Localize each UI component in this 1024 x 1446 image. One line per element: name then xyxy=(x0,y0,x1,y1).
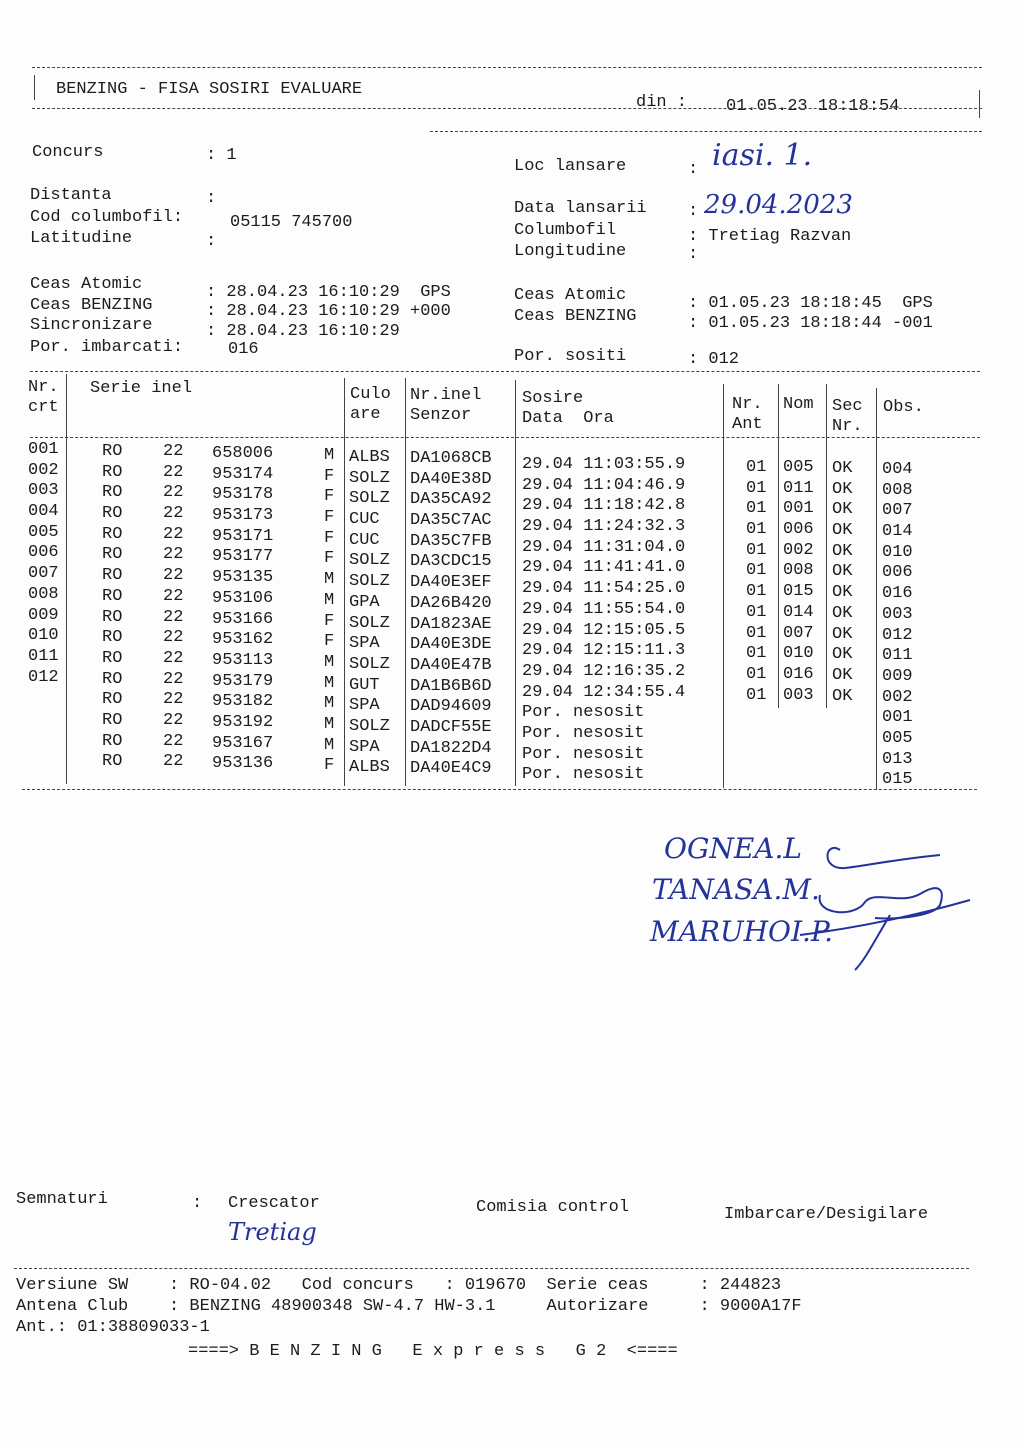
cell-nr: 008 xyxy=(28,584,59,604)
cell-ring: 953166 xyxy=(212,609,274,629)
cell-obs: 012 xyxy=(882,625,913,645)
cell-year: 22 xyxy=(163,586,184,606)
cell-year: 22 xyxy=(163,648,184,668)
cell-color: SOLZ xyxy=(349,468,390,488)
cell-country: RO xyxy=(102,462,123,482)
cell-ant: 01 xyxy=(746,644,767,664)
cell-country: RO xyxy=(102,731,123,751)
cell-ring: 953106 xyxy=(212,588,274,608)
cell-ant xyxy=(746,727,766,748)
cell-sex: M xyxy=(324,570,335,590)
cell-sensor: DA35C7AC xyxy=(410,511,492,531)
versiune-line: Versiune SW : RO-04.02 Cod concurs : 019670 Serie ceas : 244823 xyxy=(16,1276,782,1295)
cell-country: RO xyxy=(102,607,123,627)
cell-sex: F xyxy=(324,549,335,569)
cell-nom: 006 xyxy=(783,520,814,540)
loc-lansare-value: iasi. 1. xyxy=(712,138,813,173)
cell-ant: 01 xyxy=(746,458,767,477)
cell-nom: 011 xyxy=(783,478,814,498)
cell-sec: OK xyxy=(832,624,853,644)
cell-sensor: DA40E3EF xyxy=(410,573,492,593)
cell-country: RO xyxy=(102,504,123,524)
distanta-value: : xyxy=(206,189,217,208)
cell-sec xyxy=(832,707,852,728)
cell-arrival: 29.04 11:31:04.0 xyxy=(522,537,686,557)
cell-sex: F xyxy=(324,466,335,486)
cell-sex: F xyxy=(324,487,335,507)
cell-nom xyxy=(783,727,814,748)
cell-year: 22 xyxy=(163,545,184,565)
cell-ant: 01 xyxy=(746,602,767,622)
cell-ring: 953113 xyxy=(212,650,274,670)
cell-ant: 01 xyxy=(746,664,767,684)
cell-nr: 003 xyxy=(28,481,59,501)
cell-year: 22 xyxy=(163,669,184,689)
cell-sensor: DA26B420 xyxy=(410,593,492,613)
semnaturi-sep: : xyxy=(192,1194,203,1213)
cell-sec: OK xyxy=(832,665,853,685)
cell-color: SPA xyxy=(349,634,380,654)
cell-sensor: DADCF55E xyxy=(410,717,492,737)
cell-sec: OK xyxy=(832,686,853,706)
crescator-label: Crescator xyxy=(228,1194,320,1213)
cell-country: RO xyxy=(102,524,123,544)
cell-color: SOLZ xyxy=(349,489,390,509)
cell-nom: 016 xyxy=(783,664,814,684)
cell-nom: 010 xyxy=(783,644,814,664)
cell-country: RO xyxy=(102,690,123,710)
cell-nr: 005 xyxy=(28,522,59,542)
cell-obs: 005 xyxy=(882,728,913,748)
cell-nom xyxy=(783,706,814,727)
cell-color: CUC xyxy=(349,510,380,530)
brand-line: ====> B E N Z I N G E x p r e s s G 2 <==== xyxy=(188,1342,678,1361)
cell-arrival: 29.04 11:55:54.0 xyxy=(522,599,686,619)
din-value: 01.05.23 18:18:54 xyxy=(726,97,900,116)
cell-color: ALBS xyxy=(349,448,390,467)
cell-color: SPA xyxy=(349,696,380,716)
table-header-rule xyxy=(30,437,980,438)
cell-sensor: DA1823AE xyxy=(410,614,492,634)
cell-nom xyxy=(783,768,814,789)
cell-ant: 01 xyxy=(746,520,767,540)
cell-ring: 953167 xyxy=(212,733,274,753)
header-left-border xyxy=(34,75,35,100)
cell-year: 22 xyxy=(163,483,184,503)
latitudine-value: : xyxy=(206,232,217,251)
cell-arrival: 29.04 12:16:35.2 xyxy=(522,661,686,681)
comisia-control-label: Comisia control xyxy=(476,1198,630,1217)
col-divider xyxy=(405,378,406,786)
col-ring xyxy=(212,444,273,775)
cell-sex: M xyxy=(324,673,335,693)
cell-nom: 001 xyxy=(783,499,814,519)
ceas-atomic-end-value: : 01.05.23 18:18:45 GPS xyxy=(688,294,933,313)
concurs-label: Concurs xyxy=(32,143,104,162)
col-divider xyxy=(778,384,779,708)
cell-nr xyxy=(28,709,59,730)
cell-ring: 953174 xyxy=(212,464,274,484)
cell-color: SPA xyxy=(349,737,380,757)
latitudine-label: Latitudine xyxy=(30,229,133,248)
cell-sec xyxy=(832,769,852,790)
cell-year: 22 xyxy=(163,710,184,730)
cell-sensor: DA3CDC15 xyxy=(410,552,492,572)
cell-ring: 953177 xyxy=(212,547,274,567)
cell-country: RO xyxy=(102,752,123,772)
semnaturi-label: Semnaturi xyxy=(16,1190,108,1209)
table-top-rule xyxy=(30,371,980,372)
report-title: BENZING - FISA SOSIRI EVALUARE xyxy=(56,80,363,99)
col-obs xyxy=(882,460,913,791)
cell-sec: OK xyxy=(832,645,853,665)
distanta-label: Distanta xyxy=(30,186,112,205)
cell-sex: M xyxy=(324,590,335,610)
cell-year: 22 xyxy=(163,690,184,710)
cell-country: RO xyxy=(102,586,123,606)
col-header-nr-ant: Nr. Ant xyxy=(732,395,763,434)
cell-sensor: DA40E3DE xyxy=(410,635,492,655)
cell-nom: 014 xyxy=(783,602,814,622)
cell-nr: 007 xyxy=(28,564,59,584)
col-nr-crt xyxy=(28,440,59,771)
cell-obs: 006 xyxy=(882,563,913,583)
ceas-benzing-start-value: : 28.04.23 16:10:29 +000 xyxy=(206,302,451,321)
cell-arrival: Por. nesosit xyxy=(522,765,645,785)
cell-country: RO xyxy=(102,710,123,730)
cod-columbofil-label: Cod columbofil: xyxy=(30,208,184,227)
col-senzor xyxy=(410,449,492,780)
col-divider xyxy=(515,380,516,786)
longitudine-value: : xyxy=(688,245,699,264)
col-header-sec: Sec Nr. xyxy=(832,397,863,436)
cell-sex: F xyxy=(324,756,335,776)
cell-year: 22 xyxy=(163,566,184,586)
cell-sex: M xyxy=(324,652,335,672)
cell-sex: M xyxy=(324,446,335,465)
cell-obs: 002 xyxy=(882,687,913,707)
cell-arrival: 29.04 11:03:55.9 xyxy=(522,455,686,474)
cell-nr xyxy=(28,688,59,709)
sincronizare-label: Sincronizare xyxy=(30,316,153,335)
cell-sex: M xyxy=(324,714,335,734)
cell-sensor: DA1068CB xyxy=(410,449,492,468)
cell-sec: OK xyxy=(832,583,853,603)
cell-nr: 010 xyxy=(28,626,59,646)
cell-nom: 015 xyxy=(783,582,814,602)
cell-sec xyxy=(832,728,852,749)
cell-nr: 009 xyxy=(28,605,59,625)
cod-columbofil-value: 05115 745700 xyxy=(230,213,353,232)
cell-ant: 01 xyxy=(746,540,767,560)
cell-ring: 953173 xyxy=(212,506,274,526)
col-divider xyxy=(723,384,724,788)
por-imbarcati-label: Por. imbarcati: xyxy=(30,338,184,357)
cell-nr: 004 xyxy=(28,502,59,522)
cell-year: 22 xyxy=(163,462,184,482)
col-header-culoare: Culo are xyxy=(350,385,391,424)
cell-arrival: 29.04 11:04:46.9 xyxy=(522,475,686,495)
cell-nr: 012 xyxy=(28,667,59,687)
cell-arrival: 29.04 11:18:42.8 xyxy=(522,496,686,516)
cell-country: RO xyxy=(102,483,123,503)
cell-year: 22 xyxy=(163,442,184,461)
cell-color: CUC xyxy=(349,530,380,550)
data-lansarii-value: 29.04.2023 xyxy=(704,190,853,220)
col-header-nr-crt: Nr. crt xyxy=(28,378,59,417)
cell-arrival: 29.04 11:41:41.0 xyxy=(522,558,686,578)
col-nom xyxy=(783,458,814,789)
cell-obs: 007 xyxy=(882,501,913,521)
cell-obs: 011 xyxy=(882,646,913,666)
cell-sex: F xyxy=(324,528,335,548)
ceas-benzing-start-label: Ceas BENZING xyxy=(30,296,153,315)
cell-color: SOLZ xyxy=(349,654,390,674)
col-culoare xyxy=(349,448,390,779)
cell-sex: M xyxy=(324,694,335,714)
footer-top-rule xyxy=(14,1268,969,1269)
col-header-sosire: Sosire Data Ora xyxy=(522,389,614,428)
ceas-atomic-end-label: Ceas Atomic xyxy=(514,286,627,305)
cell-sex: M xyxy=(324,735,335,755)
cell-arrival: 29.04 12:15:05.5 xyxy=(522,620,686,640)
cell-obs: 015 xyxy=(882,770,913,790)
cell-color: GPA xyxy=(349,592,380,612)
cell-nr xyxy=(28,730,59,751)
cell-nom xyxy=(783,748,814,769)
loc-lansare-label: Loc lansare xyxy=(514,157,627,176)
col-header-nom: Nom xyxy=(783,395,814,414)
cell-obs: 014 xyxy=(882,522,913,542)
cell-nom: 002 xyxy=(783,540,814,560)
cell-year: 22 xyxy=(163,752,184,772)
cell-sensor: DAD94609 xyxy=(410,697,492,717)
col-sec xyxy=(832,459,852,790)
col-header-senzor: Nr.inel Senzor xyxy=(410,386,482,425)
col-sosire xyxy=(522,455,685,786)
cell-ring: 953171 xyxy=(212,526,274,546)
col-sex xyxy=(324,446,334,777)
signature-scribble xyxy=(640,820,1000,990)
cell-color: SOLZ xyxy=(349,572,390,592)
por-sositi-label: Por. sositi xyxy=(514,347,627,366)
ceas-benzing-end-value: : 01.05.23 18:18:44 -001 xyxy=(688,314,933,333)
cell-year: 22 xyxy=(163,504,184,524)
cell-arrival: Por. nesosit xyxy=(522,723,645,743)
sincronizare-value: : 28.04.23 16:10:29 xyxy=(206,322,400,341)
col-divider xyxy=(344,378,345,786)
header-top-rule xyxy=(32,67,982,68)
cell-obs: 001 xyxy=(882,708,913,728)
commission-signature: TANASA.M. xyxy=(652,873,820,906)
cell-sex: F xyxy=(324,632,335,652)
cell-ring: 953136 xyxy=(212,754,274,774)
cell-color: SOLZ xyxy=(349,551,390,571)
cell-country: RO xyxy=(102,545,123,565)
cell-ring: 953162 xyxy=(212,630,274,650)
cell-sensor: DA35CA92 xyxy=(410,490,492,510)
cell-arrival: Por. nesosit xyxy=(522,744,645,764)
cell-sensor: DA40E4C9 xyxy=(410,759,492,779)
col-divider xyxy=(876,388,877,790)
cell-obs: 009 xyxy=(882,666,913,686)
longitudine-label: Longitudine xyxy=(514,242,627,261)
cell-country: RO xyxy=(102,669,123,689)
cell-ant xyxy=(746,706,766,727)
cell-ring: 953182 xyxy=(212,692,274,712)
cell-sensor: DA35C7FB xyxy=(410,531,492,551)
data-lansarii-sep: : xyxy=(688,202,699,221)
cell-ring: 953192 xyxy=(212,712,274,732)
ceas-benzing-end-label: Ceas BENZING xyxy=(514,307,637,326)
cell-year: 22 xyxy=(163,731,184,751)
cell-obs: 010 xyxy=(882,542,913,562)
cell-obs: 003 xyxy=(882,604,913,624)
cell-nr: 011 xyxy=(28,646,59,666)
cell-ant: 01 xyxy=(746,561,767,581)
cell-ant: 01 xyxy=(746,499,767,519)
cell-sex: F xyxy=(324,611,335,631)
columbofil-value: : Tretiag Razvan xyxy=(688,227,852,246)
cell-ant: 01 xyxy=(746,478,767,498)
cell-ant: 01 xyxy=(746,685,767,705)
ceas-atomic-start-label: Ceas Atomic xyxy=(30,275,143,294)
antena-line: Antena Club : BENZING 48900348 SW-4.7 HW-3.1 Autorizare : 9000A17F xyxy=(16,1297,802,1316)
col-year xyxy=(163,442,183,773)
cell-arrival: 29.04 11:54:25.0 xyxy=(522,579,686,599)
cell-nom: 005 xyxy=(783,458,814,477)
cell-sec: OK xyxy=(832,500,853,520)
cell-sec: OK xyxy=(832,541,853,561)
cell-ant: 01 xyxy=(746,582,767,602)
col-divider xyxy=(66,374,67,784)
cell-color: SOLZ xyxy=(349,716,390,736)
cell-sec: OK xyxy=(832,459,853,478)
columbofil-label: Columbofil xyxy=(514,221,617,240)
col-nr-ant xyxy=(746,458,766,789)
cell-ant: 01 xyxy=(746,623,767,643)
header-bottom-rule xyxy=(32,108,982,109)
cell-ring: 953179 xyxy=(212,671,274,691)
cell-year: 22 xyxy=(163,628,184,648)
cell-obs: 016 xyxy=(882,584,913,604)
cell-country: RO xyxy=(102,442,123,461)
cell-ring: 658006 xyxy=(212,444,274,463)
cell-nr: 006 xyxy=(28,543,59,563)
header-right-border xyxy=(979,90,980,118)
cell-sensor: DA1822D4 xyxy=(410,738,492,758)
col-header-serie-inel: Serie inel xyxy=(90,379,193,398)
cell-nom: 003 xyxy=(783,685,814,705)
ceas-atomic-start-value: : 28.04.23 16:10:29 GPS xyxy=(206,283,451,302)
cell-country: RO xyxy=(102,566,123,586)
header-bottom-rule-2 xyxy=(430,131,982,132)
cell-nr: 001 xyxy=(28,440,59,459)
din-label: din : xyxy=(636,93,688,112)
cell-country: RO xyxy=(102,648,123,668)
por-imbarcati-value: 016 xyxy=(228,340,259,359)
cell-sensor: DA1B6B6D xyxy=(410,676,492,696)
cell-obs: 013 xyxy=(882,749,913,769)
cell-year: 22 xyxy=(163,524,184,544)
cell-arrival: 29.04 12:34:55.4 xyxy=(522,682,686,702)
cell-ant xyxy=(746,748,766,769)
cell-sec: OK xyxy=(832,479,853,499)
concurs-value: : 1 xyxy=(206,146,237,165)
cell-nr xyxy=(28,750,59,771)
cell-sensor: DA40E38D xyxy=(410,469,492,489)
loc-lansare-sep: : xyxy=(688,160,699,179)
commission-signature: OGNEA.L xyxy=(664,832,802,865)
col-country xyxy=(102,442,122,773)
cell-obs: 004 xyxy=(882,460,913,479)
data-lansarii-label: Data lansarii xyxy=(514,199,647,218)
col-header-obs: Obs. xyxy=(883,398,924,417)
cell-color: ALBS xyxy=(349,758,390,778)
cell-color: GUT xyxy=(349,675,380,695)
cell-ant xyxy=(746,768,766,789)
cell-country: RO xyxy=(102,628,123,648)
imbarcare-desigilare-label: Imbarcare/Desigilare xyxy=(724,1205,929,1224)
cell-sex: F xyxy=(324,508,335,528)
crescator-signature: Tretiag xyxy=(228,1218,317,1246)
cell-sec xyxy=(832,749,852,770)
cell-sensor: DA40E47B xyxy=(410,655,492,675)
cell-ring: 953178 xyxy=(212,485,274,505)
commission-signature: MARUHOI.P. xyxy=(650,915,833,948)
por-sositi-value: : 012 xyxy=(688,350,740,369)
cell-sec: OK xyxy=(832,603,853,623)
cell-arrival: Por. nesosit xyxy=(522,703,645,723)
ant-line: Ant.: 01:38809033-1 xyxy=(16,1318,210,1337)
cell-obs: 008 xyxy=(882,480,913,500)
cell-nom: 008 xyxy=(783,561,814,581)
cell-sec: OK xyxy=(832,521,853,541)
cell-nom: 007 xyxy=(783,623,814,643)
cell-sec: OK xyxy=(832,562,853,582)
cell-nr: 002 xyxy=(28,460,59,480)
cell-arrival: 29.04 11:24:32.3 xyxy=(522,517,686,537)
cell-arrival: 29.04 12:15:11.3 xyxy=(522,641,686,661)
cell-color: SOLZ xyxy=(349,613,390,633)
col-divider xyxy=(826,384,827,708)
cell-ring: 953135 xyxy=(212,568,274,588)
cell-year: 22 xyxy=(163,607,184,627)
